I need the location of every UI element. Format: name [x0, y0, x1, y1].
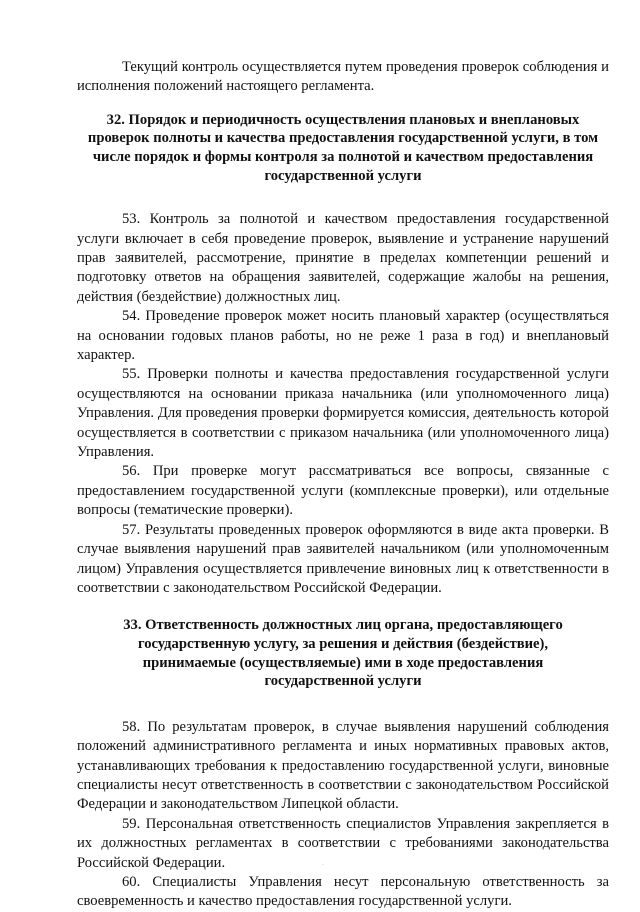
document-body [77, 58, 609, 912]
paragraph-57: 57. Результаты проведенных проверок оформляются в виде акта проверки. В случае выявления нарушений прав заявителей начальником (или уполномоченным лицом) Управления осуществляется привлечение виновных лиц к ответственности в соответствии с законодательством Российской Федерации. [77, 521, 609, 596]
paragraph-60: 60. Специалисты Управления несут персональную ответственность за своевременность и качество предоставления государственной услуги. [77, 873, 609, 910]
section-33-heading: 33. Ответственность должностных лиц органа, предоставляющего государственную услугу, за решения и действия (бездействие), принимаемые (осуществляемые) ими в ходе предоставления государственной услуги [123, 617, 563, 690]
section-32-heading: 32. Порядок и периодичность осуществления плановых и внеплановых проверок полноты и качества предоставления государственной услуги, в том числе порядок и формы контроля за полнотой и качеством предоставления государственной услуги [87, 111, 599, 184]
paragraph-54: 54. Проведение проверок может носить плановый характер (осуществляться на основании годовых планов работы, но не реже 1 раза в год) и внеплановый характер. [77, 308, 609, 364]
paragraph-55: 55. Проверки полноты и качества предоставления государственной услуги осуществляются на основании приказа начальника (или уполномоченного лица) Управления. Для проведения проверки формируется комиссия, деятельность которой осуществляется в соответствии с приказом начальника (или уполномоченного лица) Управления. [77, 366, 609, 461]
paragraph-56: 56. При проверке могут рассматриваться все вопросы, связанные с предоставлением государственной услуги (комплексные проверки), или отдельные вопросы (тематические проверки). [77, 463, 609, 519]
scan-speck: · [322, 862, 324, 868]
paragraph-53: 53. Контроль за полнотой и качеством предоставления государственной услуги включает в себя проведение проверок, выявление и устранение нарушений прав заявителей, рассмотрение, принятие в пределах компетенции решений и подготовку ответов на обращения заявителей, содержащие жалобы на решения, действия (бездействие) должностных лиц. [77, 211, 609, 305]
paragraph-59: 59. Персональная ответственность специалистов Управления закрепляется в их должностных регламентах в соответствии с требованиями законодательства Российской Федерации. [77, 815, 609, 871]
intro-paragraph: Текущий контроль осуществляется путем проведения проверок соблюдения и исполнения положений настоящего регламента. [77, 59, 609, 95]
paragraph-58: 58. По результатам проверок, в случае выявления нарушений соблюдения положений административного регламента и иных нормативных правовых актов, устанавливающих требования к предоставлению государственной услуги, виновные специалисты несут ответственность в соответствии с законодательством Российской Федерации и законодательством Липецкой области. [77, 718, 609, 813]
